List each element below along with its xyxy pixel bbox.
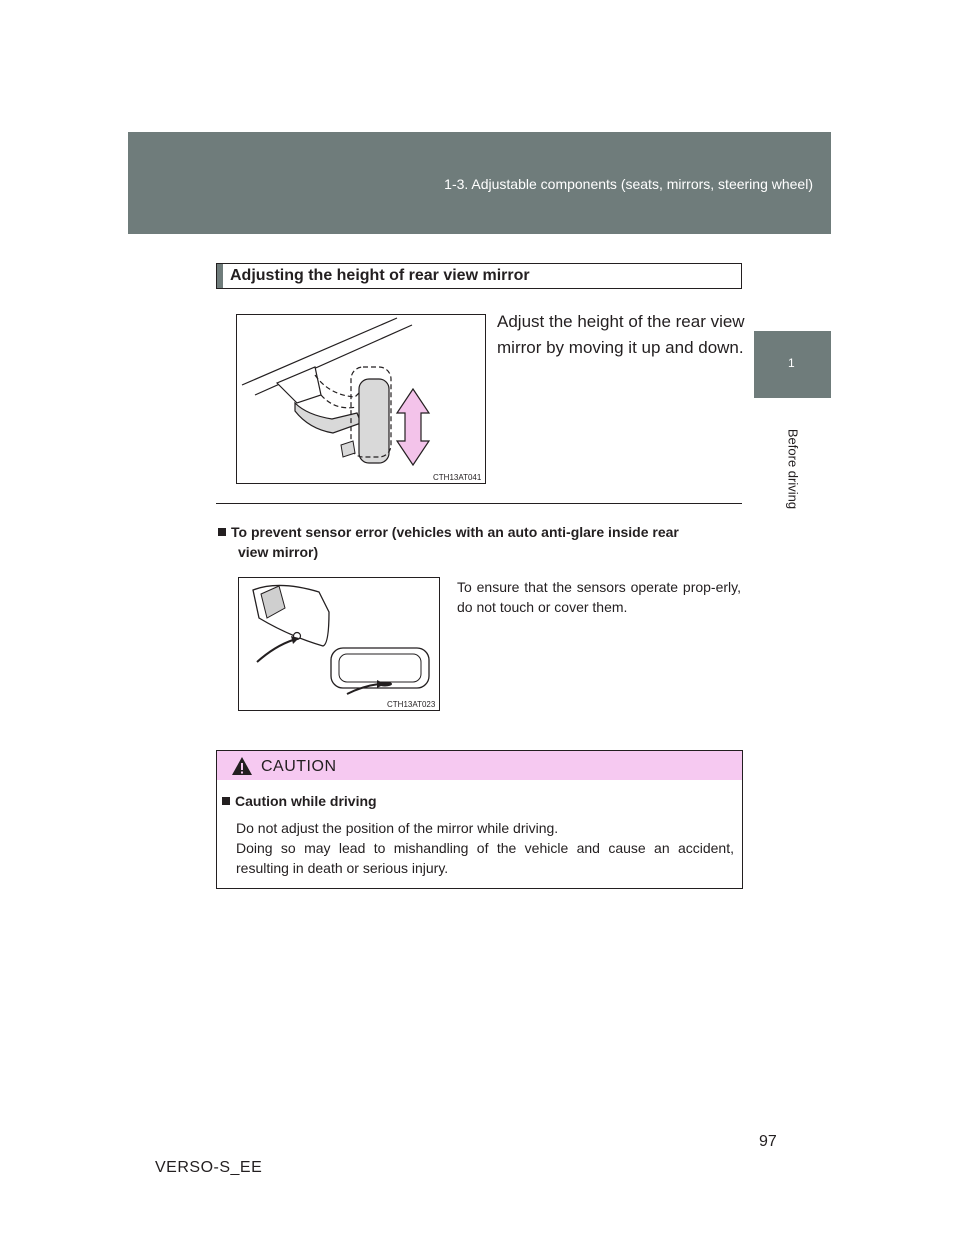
section-title: Adjusting the height of rear view mirror (230, 267, 530, 284)
mirror-height-illustration (236, 314, 486, 484)
figure-code: CTH13AT041 (433, 473, 482, 482)
section-divider (216, 503, 742, 504)
caution-line: Do not adjust the position of the mirror while driving. (236, 820, 559, 836)
page-number: 97 (759, 1133, 777, 1150)
caution-box (216, 750, 743, 889)
sensor-subheading-line1: To prevent sensor error (vehicles with an auto anti-glare inside rear (231, 524, 679, 540)
section-heading-bar (217, 264, 223, 288)
bullet-square-icon (218, 528, 226, 536)
caution-header (217, 751, 742, 780)
bullet-square-icon (222, 797, 230, 805)
caution-body (236, 818, 734, 878)
chapter-number: 1 (788, 356, 795, 370)
chapter-side-label (782, 414, 804, 524)
mirror-height-drawing (237, 315, 485, 483)
sensor-drawing (239, 578, 439, 710)
caution-subheading-text: Caution while driving (235, 793, 377, 809)
mirror-height-instruction: Adjust the height of the rear view mirror by moving it up and down. (497, 312, 745, 357)
caution-title: CAUTION (261, 758, 337, 775)
chapter-path: 1-3. Adjustable components (seats, mirrors, steering wheel) (444, 176, 813, 192)
model-code: VERSO-S_EE (155, 1159, 263, 1176)
chapter-side-label-text: Before driving (785, 428, 801, 510)
chapter-tab (754, 331, 831, 398)
header-band (128, 132, 831, 234)
caution-subheading (222, 793, 377, 809)
sensor-subheading-line2: view mirror) (238, 544, 319, 560)
warning-triangle-icon (231, 756, 253, 776)
caution-line: Doing so may lead to mishandling of the vehicle and cause an accident, resulting in death or serious injury. (236, 840, 734, 876)
sensor-subheading (218, 522, 740, 562)
sensor-illustration (238, 577, 440, 711)
sensor-instruction: To ensure that the sensors operate prop-erly, do not touch or cover them. (457, 579, 741, 615)
figure-code: CTH13AT023 (387, 700, 436, 709)
section-heading (216, 263, 742, 289)
